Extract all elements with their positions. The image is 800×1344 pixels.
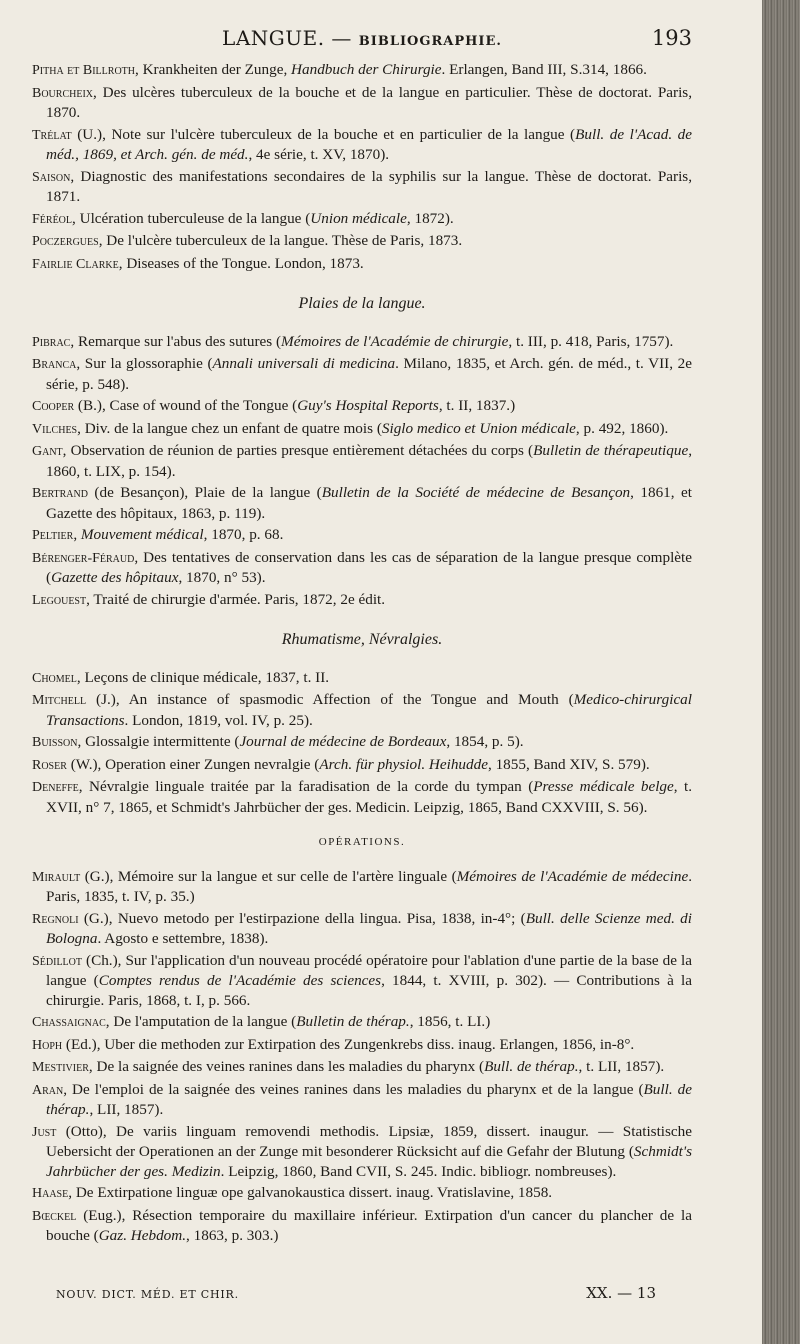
entry-text: (de Besançon), Plaie de la langue ( bbox=[87, 484, 322, 501]
entry-text-tail: , 1860, t. LIX, p. 154). bbox=[46, 442, 692, 480]
entry-text: , bbox=[73, 526, 81, 543]
entry-text-tail: , LII, 1857). bbox=[89, 1101, 164, 1118]
entry-text: (U.), Note sur l'ulcère tuberculeux de la bouche et en particulier de la langue ( bbox=[71, 125, 576, 143]
entry-text-tail: . London, 1819, vol. IV, p. 25). bbox=[124, 711, 313, 729]
bibliography-entry bbox=[32, 167, 692, 207]
entry-author: Saison bbox=[32, 169, 71, 185]
entry-text: , Glossalgie intermittente ( bbox=[77, 733, 240, 750]
entry-text: , Leçons de clinique médicale, 1837, t. II. bbox=[76, 668, 330, 686]
entry-text: , Krankheiten der Zunge, bbox=[135, 61, 292, 78]
entry-title: Union médicale bbox=[310, 209, 407, 227]
section-heading: Rhumatisme, Névralgies. bbox=[281, 631, 443, 648]
entry-author: Poczergues bbox=[32, 234, 99, 249]
entry-text: , Sur la glossoraphie ( bbox=[76, 355, 213, 372]
entry-text-tail: , 1854, p. 5). bbox=[446, 733, 524, 750]
bibliography-entry bbox=[32, 125, 692, 165]
entry-title: Schmidt's Jahrbücher der ges. Medizin bbox=[46, 1143, 692, 1180]
bibliography-entry bbox=[32, 1035, 692, 1056]
entry-author: Hoph bbox=[32, 1037, 63, 1053]
bibliography-entry bbox=[32, 777, 692, 817]
entry-author: Aran bbox=[32, 1082, 64, 1098]
entry-author: Deneffe bbox=[32, 780, 79, 795]
entry-author: Cooper bbox=[32, 399, 75, 414]
entry-text: (G.), Mémoire sur la langue et sur celle de l'artère linguale ( bbox=[80, 867, 457, 885]
bibliography-entry bbox=[32, 1206, 692, 1246]
entry-text: (Ch.), Sur l'application d'un nouveau procédé opératoire pour l'ablation d'une partie de la base de la langue ( bbox=[46, 951, 692, 989]
entry-author: Branca bbox=[32, 357, 77, 372]
entry-text: , Névralgie linguale traitée par la faradisation de la corde du tympan ( bbox=[78, 778, 534, 795]
entry-author: Féréol bbox=[32, 211, 73, 227]
entry-text-tail: , 1872). bbox=[406, 209, 454, 227]
entry-text-tail: . Paris, 1835, t. IV, p. 35.) bbox=[46, 867, 692, 905]
bibliography-entry bbox=[32, 525, 692, 546]
entry-author: Roser bbox=[32, 757, 67, 773]
entry-title: Bulletin de la Société de médecine de Besançon bbox=[321, 484, 631, 501]
entry-text: , De la saignée des veines ranines dans les maladies du pharynx ( bbox=[88, 1058, 485, 1075]
entry-title: Bull. delle Scienze med. di Bologna bbox=[46, 909, 692, 947]
entry-title: Siglo medico et Union médicale bbox=[381, 419, 576, 437]
entry-text: (Otto), De variis linguam removendi methodis. Lipsiæ, 1859, dissert. inaugur. — Statistische Uebersicht der Operationen an der Zunge mit besonderer Rücksicht auf die Gefahr der Blutung ( bbox=[46, 1122, 692, 1160]
entry-text: , Div. de la langue chez un enfant de quatre mois ( bbox=[77, 419, 382, 437]
entry-text-tail: , 1844, t. XVIII, p. 302). — Contributions à la chirurgie. Paris, 1868, t. I, p. 566. bbox=[46, 972, 692, 1009]
bibliography-entry bbox=[32, 548, 692, 588]
bibliography-entry bbox=[32, 231, 692, 252]
entry-author: Vilches bbox=[32, 421, 78, 437]
bibliography-entry bbox=[32, 483, 692, 523]
entry-text-tail: , t. XVII, n° 7, 1865, et Schmidt's Jahrbücher der ges. Medicin. Leipzig, 1865, Band CXXVIII, S. 56). bbox=[46, 778, 692, 816]
entry-text: , Ulcération tuberculeuse de la langue ( bbox=[72, 209, 311, 227]
entry-text: (G.), Nuevo metodo per l'estirpazione della lingua. Pisa, 1838, in-4°; ( bbox=[78, 909, 526, 927]
entry-text: , Remarque sur l'abus des sutures ( bbox=[70, 332, 282, 350]
entry-author: Chomel bbox=[32, 670, 77, 686]
entry-text-tail: , p. 492, 1860). bbox=[575, 419, 669, 437]
page-number: 193 bbox=[651, 26, 692, 50]
entry-author: Gant bbox=[32, 444, 63, 459]
entry-text-tail: , 1856, t. LI.) bbox=[409, 1013, 491, 1030]
entry-title: Journal de médecine de Bordeaux bbox=[239, 733, 447, 750]
header-title-main: LANGUE. — bbox=[222, 26, 359, 50]
entry-text-tail: , t. II, 1837.) bbox=[438, 397, 516, 414]
bibliography-entry bbox=[32, 1057, 692, 1078]
bibliography-entry bbox=[32, 441, 692, 481]
entry-text: (Eug.), Résection temporaire du maxillaire inférieur. Extirpation d'un cancer du plancher de la bouche ( bbox=[46, 1206, 692, 1244]
entry-title: Mémoires de l'Académie de chirurgie bbox=[281, 332, 509, 350]
book-spine-edge bbox=[762, 0, 800, 1344]
entry-title: Bull. de l'Acad. de méd., 1869, et Arch. gén. de méd. bbox=[46, 125, 693, 163]
bibliography-entry bbox=[32, 951, 692, 1011]
entry-title: Medico-chirurgical Transactions bbox=[46, 691, 692, 729]
entry-author: Mitchell bbox=[32, 693, 87, 708]
entry-text-tail: , 1855, Band XIV, S. 579). bbox=[487, 755, 650, 773]
entry-text: (W.), Operation einer Zungen nevralgie ( bbox=[66, 755, 320, 773]
page-footer bbox=[56, 1284, 656, 1304]
entry-text: , Observation de réunion de parties presque entièrement détachées du corps ( bbox=[62, 442, 534, 459]
header-title bbox=[32, 26, 692, 50]
entry-text-tail: , 1870, n° 53). bbox=[178, 569, 266, 586]
entry-author: Pibrac bbox=[32, 334, 71, 350]
entry-author: Bertrand bbox=[32, 486, 88, 501]
entry-title: Mémoires de l'Académie de médecine bbox=[456, 867, 689, 885]
bibliography-entry bbox=[32, 909, 692, 949]
entry-title: Comptes rendus de l'Académie des sciences bbox=[98, 972, 382, 989]
entry-text: , Des ulcères tuberculeux de la bouche et de la langue en particulier. Thèse de doctorat. Paris, 1870. bbox=[46, 83, 692, 121]
entry-text-tail: . Agosto e settembre, 1838). bbox=[97, 930, 269, 947]
entry-title: Mouvement médical bbox=[80, 526, 204, 543]
entry-text: (Ed.), Uber die methoden zur Extirpation des Zungenkrebs diss. inaug. Erlangen, 1856, in-8°. bbox=[62, 1035, 635, 1053]
entry-author: Bourcheix bbox=[32, 85, 94, 101]
entry-author: Peltier bbox=[32, 528, 74, 543]
entry-title: Annali universali di medicina bbox=[212, 355, 396, 372]
entry-text: , De l'amputation de la langue ( bbox=[105, 1013, 297, 1030]
entry-text: (B.), Case of wound of the Tongue ( bbox=[74, 397, 298, 414]
section-heading: OPÉRATIONS. bbox=[318, 836, 406, 848]
entry-author: Bœckel bbox=[32, 1208, 77, 1224]
running-header bbox=[32, 22, 692, 56]
entry-text: , De Extirpatione linguæ ope galvanokaustica dissert. inaug. Vratislavine, 1858. bbox=[68, 1184, 553, 1201]
entry-text: , De l'emploi de la saignée des veines ranines dans les maladies du pharynx et de la langue ( bbox=[63, 1080, 644, 1098]
entry-title: Gazette des hôpitaux bbox=[51, 569, 179, 586]
bibliography-entry bbox=[32, 690, 692, 730]
bibliography-entry bbox=[32, 1012, 692, 1033]
entry-text: (J.), An instance of spasmodic Affection of the Tongue and Mouth ( bbox=[86, 691, 574, 708]
bibliography-entry bbox=[32, 1183, 692, 1204]
bibliography-entry bbox=[32, 60, 692, 81]
bibliography-entry bbox=[32, 732, 692, 753]
entry-text-tail: , 1861, et Gazette des hôpitaux, 1863, p. 119). bbox=[46, 484, 693, 522]
entry-title: Handbuch der Chirurgie bbox=[291, 61, 442, 78]
entry-author: Trélat bbox=[32, 127, 72, 143]
bibliography-entry bbox=[32, 209, 692, 230]
footer-signature: NOUV. DICT. MÉD. ET CHIR. bbox=[56, 1288, 239, 1301]
bibliography-entry bbox=[32, 83, 692, 123]
bibliography-entry bbox=[32, 755, 692, 776]
entry-title: Bull. de thérap. bbox=[484, 1058, 579, 1075]
entry-text: , Diagnostic des manifestations secondaires de la syphilis sur la langue. Thèse de doctorat. Paris, 1871. bbox=[46, 167, 692, 205]
entry-text-tail: , 4e série, t. XV, 1870). bbox=[248, 146, 390, 163]
entry-title: Bulletin de thérap. bbox=[296, 1013, 410, 1030]
entry-author: Legouest bbox=[32, 592, 87, 608]
section-heading: Plaies de la langue. bbox=[298, 295, 426, 312]
entry-author: Bérenger-Féraud bbox=[32, 550, 135, 566]
entry-text: , Traité de chirurgie d'armée. Paris, 1872, 2e édit. bbox=[86, 590, 386, 608]
entry-text-tail: . Milano, 1835, et Arch. gén. de méd., t. VII, 2e série, p. 548). bbox=[46, 355, 692, 393]
bibliography-entry bbox=[32, 396, 692, 417]
entry-author: Mestivier bbox=[32, 1060, 89, 1075]
entry-title: Bulletin de thérapeutique bbox=[533, 442, 689, 459]
entry-title: Presse médicale belge bbox=[533, 778, 674, 795]
bibliography-entry bbox=[32, 354, 692, 394]
entry-author: Just bbox=[32, 1124, 57, 1140]
entry-title: Arch. für physiol. Heihudde bbox=[319, 755, 488, 773]
entry-text: , Diseases of the Tongue. London, 1873. bbox=[118, 254, 364, 272]
entry-author: Chassaignac bbox=[32, 1015, 106, 1030]
entry-text: , De l'ulcère tuberculeux de la langue. Thèse de Paris, 1873. bbox=[98, 232, 463, 249]
bibliography-entry bbox=[32, 590, 692, 611]
bibliography-entry bbox=[32, 1080, 692, 1120]
entry-title: Bull. de thérap. bbox=[46, 1080, 692, 1118]
entry-text-tail: , t. III, p. 418, Paris, 1757). bbox=[508, 332, 674, 350]
bibliography-entry bbox=[32, 419, 692, 440]
entry-author: Haase bbox=[32, 1186, 69, 1201]
bibliography-entry bbox=[32, 254, 692, 275]
entry-text-tail: , 1870, p. 68. bbox=[203, 526, 284, 543]
bibliography-entry bbox=[32, 668, 692, 689]
entry-author: Pitha et Billroth bbox=[32, 63, 135, 78]
footer-sheet-number: XX. — 13 bbox=[586, 1284, 656, 1302]
bibliography-entry bbox=[32, 332, 692, 353]
header-title-sub: BIBLIOGRAPHIE. bbox=[358, 34, 502, 49]
entry-text-tail: . Erlangen, Band III, S.314, 1866. bbox=[441, 61, 647, 78]
entry-author: Regnoli bbox=[32, 911, 79, 927]
entry-title: Guy's Hospital Reports bbox=[297, 397, 439, 414]
entry-author: Buisson bbox=[32, 735, 78, 750]
bibliography-entry bbox=[32, 1122, 692, 1182]
bibliography-list bbox=[32, 60, 692, 1248]
entry-text-tail: , 1863, p. 303.) bbox=[186, 1227, 279, 1244]
entry-text: , Des tentatives de conservation dans les cas de séparation de la langue presque complète ( bbox=[46, 548, 692, 586]
entry-text-tail: , t. LII, 1857). bbox=[578, 1058, 665, 1075]
entry-author: Mirault bbox=[32, 869, 81, 885]
bibliography-entry bbox=[32, 867, 692, 907]
entry-title: Gaz. Hebdom. bbox=[98, 1227, 187, 1244]
entry-text-tail: . Leipzig, 1860, Band CVII, S. 245. Indic. bibliogr. nombreuses). bbox=[220, 1162, 617, 1180]
entry-author: Sédillot bbox=[32, 953, 82, 969]
entry-author: Fairlie Clarke bbox=[32, 256, 119, 272]
